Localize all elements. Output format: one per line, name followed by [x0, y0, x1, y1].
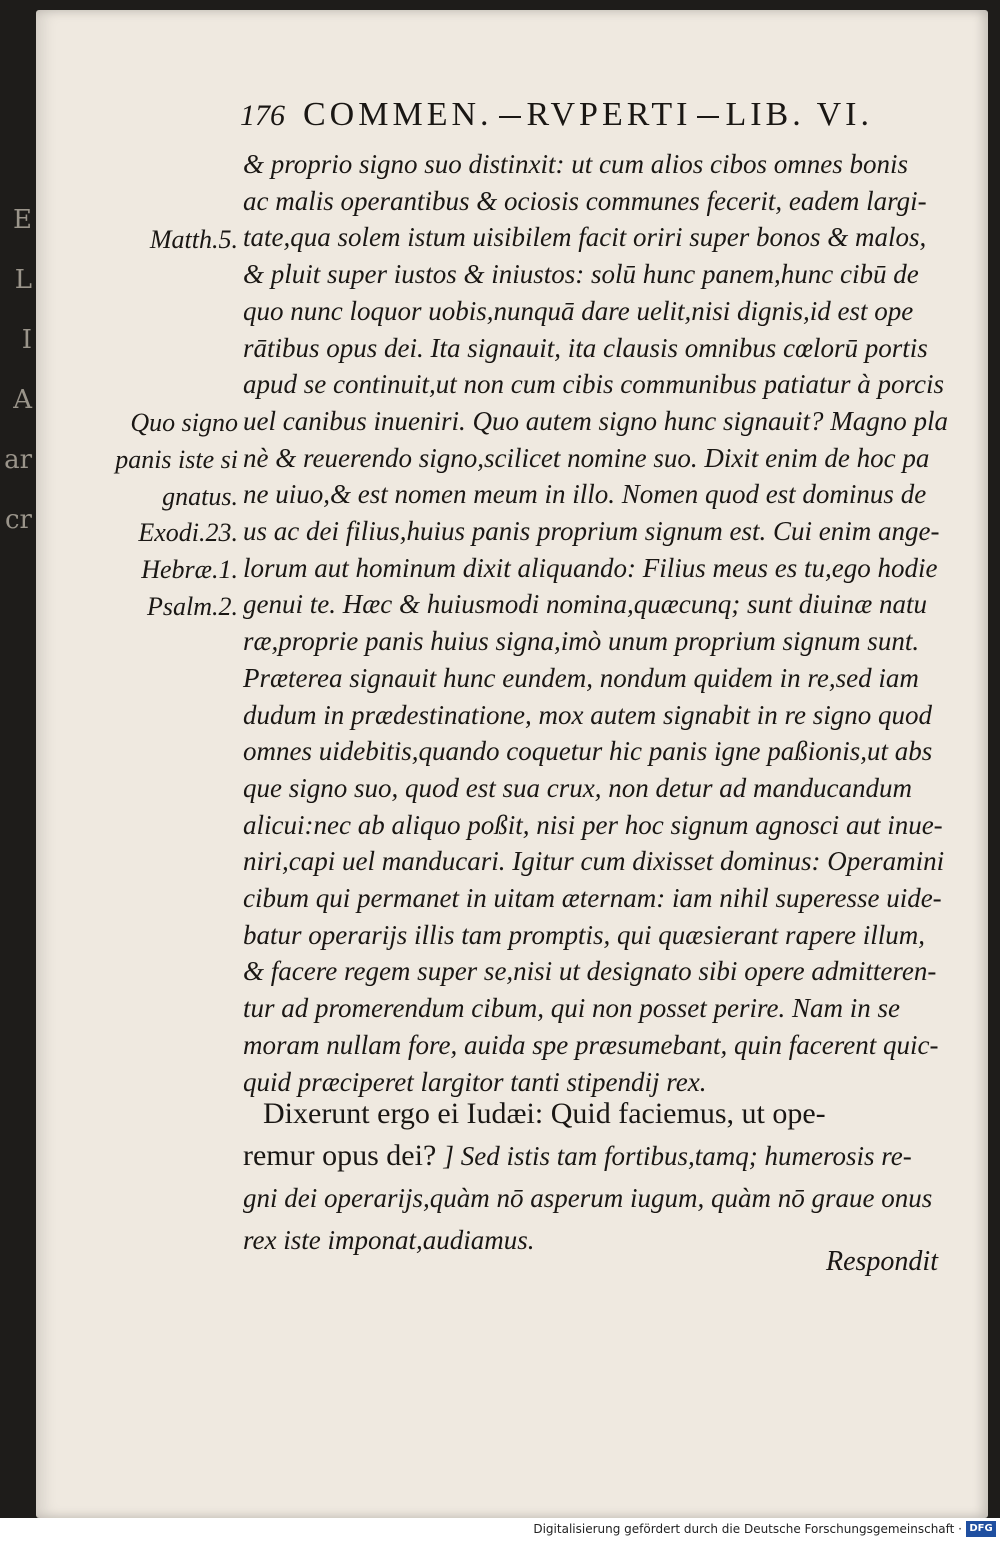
header-rule [499, 116, 521, 118]
dfg-logo: DFG [966, 1521, 996, 1537]
text-line: ræ,proprie panis huius signa,imò unum proprium signum sunt. [243, 626, 920, 657]
text-line: nè & reuerendo signo,scilicet nomine suo. Dixit enim de hoc pa [243, 442, 930, 473]
facing-page-edge [0, 190, 36, 610]
text-line: quo nunc loquor uobis,nunquā dare uelit,nisi dignis,id est ope [243, 295, 914, 326]
text-line: alicui:nec ab aliquo poßit, nisi per hoc signum agnosci aut inue- [243, 809, 943, 840]
text-line: que signo suo, quod est sua crux, non detur ad manducandum [243, 772, 912, 803]
text-line: & facere regem super se,nisi ut designato sibi opere admitteren- [243, 956, 937, 987]
facing-page-fragment: E [13, 205, 32, 235]
text-line: Præterea signauit hunc eundem, nondum quidem in re,sed iam [243, 662, 919, 693]
margin-note: Hebræ.1. [141, 555, 238, 584]
text-line: tur ad promerendum cibum, qui non posset perire. Nam in se [243, 993, 900, 1024]
margin-note: Quo signo [130, 408, 238, 438]
running-title: LIB. VI. [725, 96, 873, 133]
text-line: ] Sed istis tam fortibus,tamq; humerosis re- [443, 1141, 912, 1171]
text-line: & proprio signo suo distinxit: ut cum alios cibos omnes bonis [243, 149, 909, 179]
text-line: tate,qua solem istum uisibilem facit oriri super bonos & malos, [243, 222, 927, 253]
running-title: COMMEN. [303, 96, 493, 133]
margin-note: Matth.5. [149, 224, 238, 254]
marginalia [108, 185, 238, 625]
text-line: uel canibus inueniri. Quo autem signo hunc signauit? Magno pla [243, 405, 948, 436]
lemma-paragraph [243, 1093, 943, 1261]
text-line: rex iste imponat,audiamus. [243, 1225, 535, 1255]
text-line: dudum in prædestinatione, mox autem signabit in re signo quod [243, 699, 932, 730]
text-line: moram nullam fore, auida spe præsumebant, quin facerent quic- [243, 1029, 939, 1060]
margin-note: Exodi.23. [138, 518, 238, 548]
facing-page-fragment: L [14, 265, 32, 295]
page-number: 176 [240, 99, 285, 132]
text-line: cibum qui permanet in uitam æternam: iam nihil superesse uide- [243, 883, 942, 914]
text-line: ne uiuo,& est nomen meum in illo. Nomen quod est dominus de [243, 479, 927, 510]
funding-credit: Digitalisierung gefördert durch die Deutsche Forschungsgemeinschaft · [533, 1522, 962, 1536]
text-line: rātibus opus dei. Ita signauit, ita clausis omnibus cœlorū portis [243, 332, 928, 363]
running-title: RVPERTI [526, 96, 692, 133]
running-header [240, 96, 890, 140]
text-line: us ac dei filius,huius panis proprium signum est. Cui enim ange- [243, 516, 940, 547]
facing-page-fragment: cr [5, 505, 32, 535]
lemma-line: Dixerunt ergo ei Iudæi: Quid faciemus, ut ope- [263, 1097, 826, 1130]
text-line: apud se continuit,ut non cum cibis communibus patiatur à porcis [243, 369, 944, 400]
text-line: lorum aut hominum dixit aliquando: Filius meus es tu,ego hodie [243, 552, 938, 583]
text-line: niri,capi uel manducari. Igitur cum dixisset dominus: Operamini [243, 846, 945, 877]
facing-page-fragment: A [13, 385, 32, 415]
text-line: genui te. Hæc & huiusmodi nomina,quæcunq; sunt diuinæ natu [243, 589, 927, 620]
catchword: Respondit [826, 1246, 938, 1277]
lemma-line: remur opus dei? [243, 1139, 437, 1172]
text-line: gni dei operarijs,quàm nō asperum iugum, quàm nō graue onus [243, 1183, 933, 1213]
margin-note: Psalm.2. [147, 591, 238, 621]
margin-note: gnatus. [162, 481, 238, 511]
text-line: ac malis operantibus & ociosis communes fecerit, eadem largi- [243, 185, 927, 216]
text-line: omnes uidebitis,quando coquetur hic panis igne paßionis,ut abs [243, 736, 933, 767]
text-line: & pluit super iustos & iniustos: solū hunc panem,hunc cibū de [243, 259, 919, 290]
margin-note: panis iste si [115, 444, 238, 474]
digitization-footer [0, 1518, 1000, 1541]
main-text-paragraph [243, 146, 948, 1100]
facing-page-fragment: ar [4, 445, 32, 475]
text-line: quid præciperet largitor tanti stipendij rex. [243, 1066, 707, 1097]
header-rule [697, 116, 719, 118]
facing-page-fragment: I [21, 325, 32, 355]
text-line: batur operarijs illis tam promptis, qui quæsierant rapere illum, [243, 919, 926, 950]
